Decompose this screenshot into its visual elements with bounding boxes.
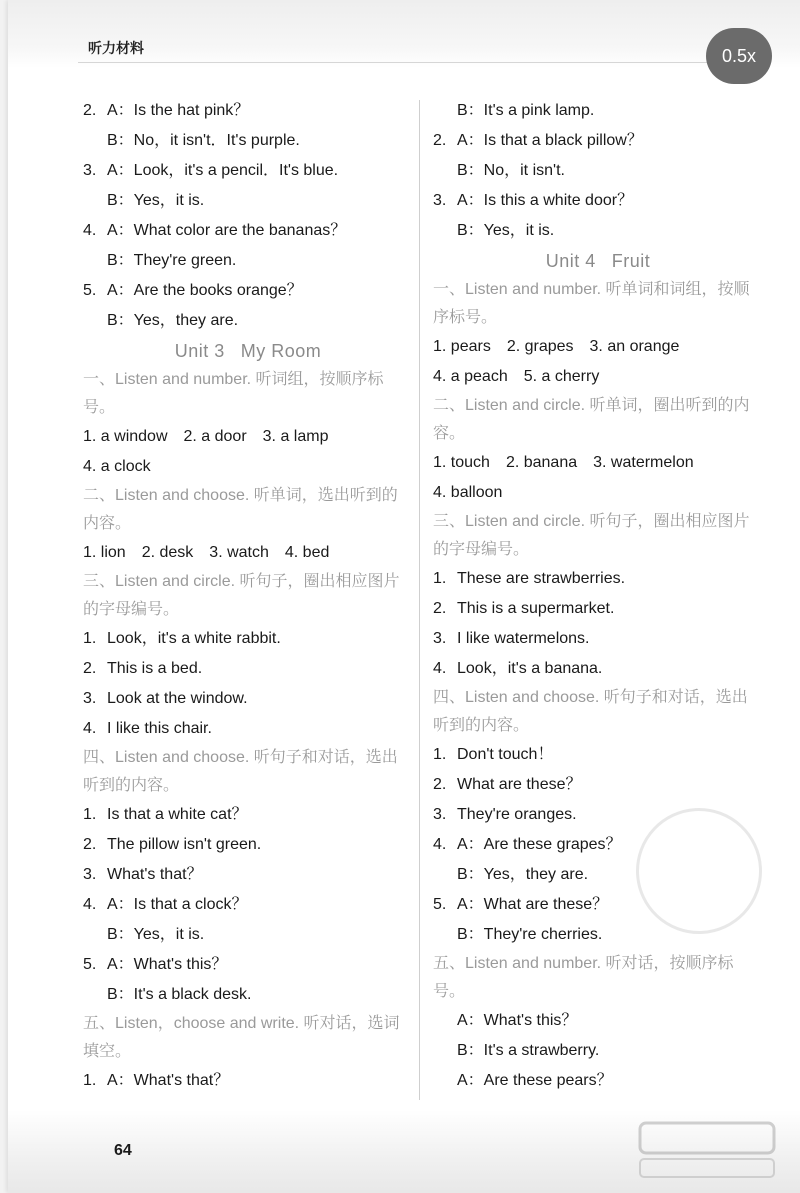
line-text: A：Is the hat pink？ xyxy=(107,102,250,119)
page-number: 64 xyxy=(114,1142,132,1159)
word-item: 2. a door xyxy=(183,428,247,445)
line-number: 2. xyxy=(83,836,97,853)
line-text: A：Is that a clock？ xyxy=(107,896,248,913)
reply-line: B：They're green. xyxy=(107,252,237,269)
text-line xyxy=(433,186,763,216)
site-watermark-icon xyxy=(632,1113,782,1183)
text-line xyxy=(433,654,763,684)
word-item: 1. a window xyxy=(83,428,168,445)
text-line xyxy=(83,276,413,306)
reply-line: B：Yes，they are. xyxy=(107,312,239,329)
text-line xyxy=(433,1036,763,1066)
line-text: Is that a white cat？ xyxy=(107,806,248,823)
left-column xyxy=(83,96,413,1096)
word-item: 1. pears xyxy=(433,338,491,355)
zoom-level-button[interactable]: 0.5x xyxy=(706,28,772,84)
text-line xyxy=(83,714,413,744)
word-list-line xyxy=(433,332,763,362)
line-number: 1. xyxy=(83,806,97,823)
line-text: A：What's that？ xyxy=(107,1072,230,1089)
word-list-line xyxy=(83,538,413,568)
text-line xyxy=(83,800,413,830)
word-item: 3. watch xyxy=(209,544,269,561)
line-text: A：What color are the bananas？ xyxy=(107,222,347,239)
line-number: 3. xyxy=(83,162,97,179)
text-line xyxy=(83,1066,413,1096)
line-number: 4. xyxy=(433,660,447,677)
line-number: 1. xyxy=(433,746,447,763)
line-text: They're oranges. xyxy=(457,806,577,823)
line-number: 3. xyxy=(83,866,97,883)
text-line xyxy=(83,950,413,980)
line-number: 2. xyxy=(433,600,447,617)
line-text: A：Are the books orange？ xyxy=(107,282,303,299)
reply-line: B：No，it isn't. xyxy=(457,162,565,179)
text-line xyxy=(433,1066,763,1096)
line-number: 2. xyxy=(433,132,447,149)
word-list-line xyxy=(433,448,763,478)
section-heading: 一、Listen and number. 听单词和词组，按顺序标号。 xyxy=(433,281,750,326)
line-number: 3. xyxy=(433,192,447,209)
reply-line: B：It's a black desk. xyxy=(107,986,252,1003)
line-number: 2. xyxy=(433,776,447,793)
unit-title xyxy=(433,246,763,276)
line-number: 3. xyxy=(433,630,447,647)
line-text: A：What's this？ xyxy=(457,1012,578,1029)
unit-name: My Room xyxy=(240,341,322,361)
text-line xyxy=(83,684,413,714)
line-text: A：What's this？ xyxy=(107,956,228,973)
text-line xyxy=(83,96,413,126)
section-heading: 五、Listen and number. 听对话，按顺序标号。 xyxy=(433,955,734,1000)
line-text: A：Are these pears？ xyxy=(457,1072,613,1089)
unit-number: Unit 4 xyxy=(545,251,596,271)
line-text: The pillow isn't green. xyxy=(107,836,262,853)
text-line xyxy=(433,594,763,624)
line-text: Look，it's a white rabbit. xyxy=(107,630,281,647)
text-line xyxy=(433,126,763,156)
word-item: 1. lion xyxy=(83,544,126,561)
word-item: 4. balloon xyxy=(433,484,503,501)
column-divider xyxy=(419,100,420,1100)
reply-line: B：Yes，it is. xyxy=(457,222,555,239)
line-text: This is a supermarket. xyxy=(457,600,615,617)
line-number: 3. xyxy=(83,690,97,707)
word-item: 2. banana xyxy=(505,454,578,471)
unit-number: Unit 3 xyxy=(174,341,225,361)
reply-line: B：Yes，it is. xyxy=(107,192,205,209)
section-heading: 三、Listen and circle. 听句子，圈出相应图片的字母编号。 xyxy=(433,513,750,558)
text-line xyxy=(83,860,413,890)
unit-title xyxy=(83,336,413,366)
word-list-line xyxy=(83,422,413,452)
header-rule xyxy=(78,62,728,63)
section-heading: 四、Listen and choose. 听句子和对话，选出听到的内容。 xyxy=(83,749,398,794)
line-number: 2. xyxy=(83,660,97,677)
word-item: 1. touch xyxy=(433,454,490,471)
text-line xyxy=(83,156,413,186)
line-text: What are these？ xyxy=(457,776,582,793)
unit-name: Fruit xyxy=(611,251,651,271)
line-text: Look at the window. xyxy=(107,690,248,707)
line-number: 2. xyxy=(83,102,97,119)
reply-line: B：Yes，it is. xyxy=(107,926,205,943)
line-number: 5. xyxy=(83,282,97,299)
word-item: 2. desk xyxy=(141,544,194,561)
reply-line: B：No，it isn't．It's purple. xyxy=(107,132,300,149)
word-item: 4. bed xyxy=(284,544,330,561)
section-heading: 三、Listen and circle. 听句子，圈出相应图片的字母编号。 xyxy=(83,573,400,618)
section-heading: 四、Listen and choose. 听句子和对话，选出听到的内容。 xyxy=(433,689,748,734)
line-text: These are strawberries. xyxy=(457,570,626,587)
right-column xyxy=(433,96,763,1096)
line-text: This is a bed. xyxy=(107,660,203,677)
line-number: 4. xyxy=(83,720,97,737)
word-list-line xyxy=(433,362,763,392)
line-text: A：Look，it's a pencil．It's blue. xyxy=(107,162,339,179)
word-item: 3. an orange xyxy=(589,338,680,355)
text-line xyxy=(83,624,413,654)
text-line xyxy=(433,564,763,594)
section-heading: 一、Listen and number. 听词组，按顺序标号。 xyxy=(83,371,384,416)
word-item: 3. a lamp xyxy=(262,428,329,445)
line-text: What's that？ xyxy=(107,866,203,883)
word-list-line xyxy=(83,452,413,482)
line-number: 5. xyxy=(433,896,447,913)
text-line xyxy=(83,890,413,920)
word-item: 4. a clock xyxy=(83,458,151,475)
reply-line: B：They're cherries. xyxy=(457,926,603,943)
reply-line: B：It's a pink lamp. xyxy=(457,102,595,119)
line-number: 5. xyxy=(83,956,97,973)
text-line xyxy=(83,216,413,246)
line-text: B：It's a strawberry. xyxy=(457,1042,600,1059)
reply-line: B：Yes，they are. xyxy=(457,866,589,883)
line-number: 4. xyxy=(83,896,97,913)
line-number: 4. xyxy=(83,222,97,239)
section-heading: 二、Listen and circle. 听单词，圈出听到的内容。 xyxy=(433,397,750,442)
line-text: A：Are these grapes？ xyxy=(457,836,622,853)
header-label: 听力材料 xyxy=(88,40,144,56)
text-line xyxy=(433,1006,763,1036)
line-number: 1. xyxy=(83,630,97,647)
line-text: Don't touch！ xyxy=(457,746,554,763)
line-text: A：Is that a black pillow？ xyxy=(457,132,643,149)
line-text: I like watermelons. xyxy=(457,630,590,647)
text-line xyxy=(433,770,763,800)
word-item: 3. watermelon xyxy=(593,454,694,471)
line-text: Look，it's a banana. xyxy=(457,660,603,677)
line-number: 1. xyxy=(83,1072,97,1089)
line-text: I like this chair. xyxy=(107,720,212,737)
text-line xyxy=(83,654,413,684)
text-line xyxy=(83,830,413,860)
line-number: 1. xyxy=(433,570,447,587)
line-text: A：What are these？ xyxy=(457,896,609,913)
section-heading: 二、Listen and choose. 听单词，选出听到的内容。 xyxy=(83,487,398,532)
line-number: 3. xyxy=(433,806,447,823)
line-number: 4. xyxy=(433,836,447,853)
word-list-line xyxy=(433,478,763,508)
document-page xyxy=(8,0,800,1193)
text-line xyxy=(433,740,763,770)
text-line xyxy=(433,624,763,654)
line-text: A：Is this a white door？ xyxy=(457,192,634,209)
word-item: 4. a peach xyxy=(433,368,508,385)
word-item: 5. a cherry xyxy=(523,368,600,385)
word-item: 2. grapes xyxy=(506,338,574,355)
section-heading: 五、Listen，choose and write. 听对话，选词填空。 xyxy=(83,1015,400,1060)
